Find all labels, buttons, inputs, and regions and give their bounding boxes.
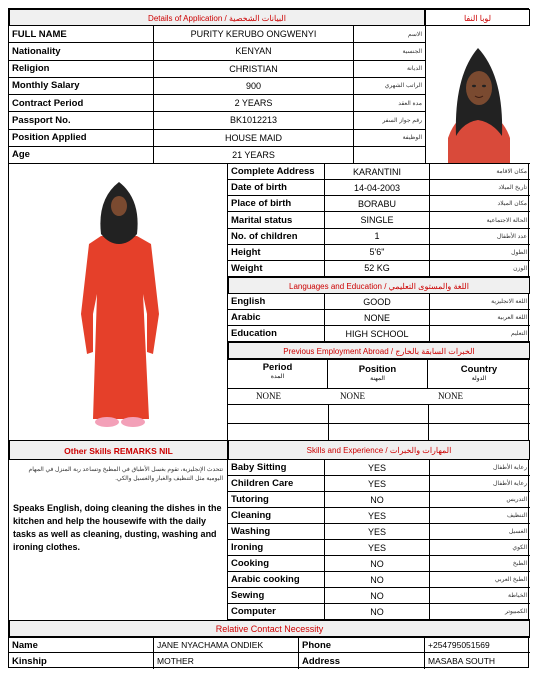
full-name-value: PURITY KERUBO ONGWENYI <box>154 26 354 42</box>
employment-header: Previous Employment Abroad / الخبرات السابقة بالخارج <box>228 342 530 359</box>
details-row <box>228 196 530 212</box>
position-applied-value: HOUSE MAID <box>154 130 354 146</box>
age-arabic-label <box>354 147 425 163</box>
ironing-arabic-label: الكوي <box>512 545 527 551</box>
arabic-cooking-label: Arabic cooking <box>228 572 325 587</box>
cleaning-label: Cleaning <box>228 508 325 523</box>
other-skills-box <box>9 460 228 620</box>
education-arabic-label: التعليم <box>511 331 527 337</box>
languages-row <box>228 326 530 342</box>
children-care-label: Children Care <box>228 476 325 491</box>
age-label: Age <box>9 147 154 163</box>
marital-status-value: SINGLE <box>325 212 430 227</box>
personal-row <box>9 112 425 129</box>
no-of-children-arabic-label: عدد الأطفال <box>496 233 527 240</box>
ironing-value: YES <box>325 540 430 555</box>
computer-value: NO <box>325 604 430 619</box>
period-header: Period <box>262 362 293 373</box>
headshot-photo <box>425 26 530 164</box>
skills-row <box>228 604 530 620</box>
passport-no-value: BK1012213 <box>154 112 354 128</box>
sewing-label: Sewing <box>228 588 325 603</box>
baby-sitting-label: Baby Sitting <box>228 460 325 475</box>
computer-label: Computer <box>228 604 325 619</box>
ironing-label: Ironing <box>228 540 325 555</box>
personal-row <box>9 130 425 147</box>
religion-arabic-label: الديانة <box>406 66 422 73</box>
nationality-arabic-label: الجنسية <box>402 48 422 55</box>
skills-row <box>228 492 530 508</box>
no-of-children-label: No. of children <box>228 229 325 244</box>
height-arabic-label: الطول <box>511 249 527 256</box>
passport-no-arabic-label: رقم جواز السفر <box>382 117 422 124</box>
washing-value: YES <box>325 524 430 539</box>
languages-header: Languages and Education / اللغة والمستوى التعليمي <box>228 277 530 294</box>
contact-header: Relative Contact Necessity <box>9 620 530 637</box>
nationality-label: Nationality <box>9 43 154 59</box>
details-row <box>228 261 530 277</box>
sewing-value: NO <box>325 588 430 603</box>
washing-arabic-label: الغسيل <box>508 529 527 535</box>
details-row <box>228 164 530 180</box>
other-skills-header: Other Skills REMARKS NIL <box>9 440 228 460</box>
age-value: 21 YEARS <box>154 147 354 163</box>
employment-table <box>228 359 530 440</box>
contact-phone-value: +254795051569 <box>428 640 490 650</box>
arabic-value: NONE <box>325 310 430 325</box>
tutoring-label: Tutoring <box>228 492 325 507</box>
education-label: Education <box>228 326 325 341</box>
personal-row <box>9 78 425 95</box>
position-header: Position <box>358 364 397 375</box>
date-of-birth-label: Date of birth <box>228 180 325 195</box>
place-of-birth-arabic-label: مكان الميلاد <box>497 201 527 208</box>
position-header-ar: المهنة <box>370 376 385 382</box>
personal-row <box>9 61 425 78</box>
monthly-salary-value: 900 <box>154 78 354 94</box>
other-skills-text: Speaks English, doing cleaning the dishes in the kitchen and help the housewife with the daily tasks as well as cleaning, dusting, washing and ironing clothes. <box>13 503 222 552</box>
position-applied-label: Position Applied <box>9 130 154 146</box>
computer-arabic-label: الكمبيوتر <box>505 609 527 615</box>
skills-row <box>228 476 530 492</box>
details-row <box>228 212 530 228</box>
monthly-salary-label: Monthly Salary <box>9 78 154 94</box>
skills-row <box>228 524 530 540</box>
weight-label: Weight <box>228 261 325 276</box>
baby-sitting-value: YES <box>325 460 430 475</box>
sewing-arabic-label: الخياطة <box>508 593 527 599</box>
arabic-cooking-arabic-label: الطبخ العربي <box>494 577 527 583</box>
baby-sitting-arabic-label: رعاية الأطفال <box>493 465 527 471</box>
personal-row <box>9 43 425 60</box>
cleaning-arabic-label: التنظيف <box>506 513 527 519</box>
contact-name-value: JANE NYACHAMA ONDIEK <box>154 638 299 652</box>
arabic-label: Arabic <box>228 310 325 325</box>
period-header-ar: المدة <box>270 374 285 380</box>
personal-row <box>9 95 425 112</box>
other-skills-arabic: تتحدث الإنجليزية، تقوم بغسل الأطباق في المطبخ وتساعد ربة المنزل في المهام اليومية مثل التنظيف والغبار والغسيل والكي. <box>28 467 223 482</box>
place-of-birth-value: BORABU <box>325 196 430 211</box>
english-value: GOOD <box>325 294 430 309</box>
personal-row <box>9 147 425 164</box>
height-value: 5'6" <box>325 245 430 260</box>
children-care-arabic-label: رعاية الأطفال <box>493 481 527 487</box>
place-of-birth-label: Place of birth <box>228 196 325 211</box>
skills-row <box>228 540 530 556</box>
tutoring-arabic-label: التدريس <box>506 497 527 503</box>
english-label: English <box>228 294 325 309</box>
period-value: NONE <box>256 391 281 401</box>
nationality-value: KENYAN <box>154 43 354 59</box>
contract-period-arabic-label: مدة العقد <box>398 100 422 107</box>
contact-kinship-label: Kinship <box>9 653 154 669</box>
skills-header: Skills and Experience / المهارات والخبرات <box>228 440 530 460</box>
contact-row-2 <box>9 653 530 669</box>
cooking-label: Cooking <box>228 556 325 571</box>
details-row <box>228 229 530 245</box>
personal-row <box>9 26 425 43</box>
contact-address-value: MASABA SOUTH <box>428 656 496 666</box>
contact-name-label: Name <box>9 638 154 652</box>
country-value: NONE <box>438 391 463 401</box>
contact-row-1 <box>9 637 530 653</box>
complete-address-arabic-label: مكان الاقامة <box>496 169 527 176</box>
full-name-label: FULL NAME <box>9 26 154 42</box>
date-of-birth-value: 14-04-2003 <box>325 180 430 195</box>
arabic-cooking-value: NO <box>325 572 430 587</box>
marital-status-label: Marital status <box>228 212 325 227</box>
complete-address-value: KARANTINI <box>325 164 430 179</box>
details-row <box>228 180 530 196</box>
country-header: Country <box>460 364 498 375</box>
education-value: HIGH SCHOOL <box>325 326 430 341</box>
languages-row <box>228 294 530 310</box>
details-header: Details of Application / البيانات الشخصية <box>9 9 425 26</box>
position-applied-arabic-label: الوظيفة <box>402 135 422 142</box>
tutoring-value: NO <box>325 492 430 507</box>
weight-value: 52 KG <box>325 261 430 276</box>
skills-row <box>228 460 530 476</box>
cleaning-value: YES <box>325 508 430 523</box>
contact-address-label: Address <box>299 653 425 669</box>
skills-row <box>228 572 530 588</box>
photo-label: لوبا النفا <box>425 9 530 26</box>
weight-arabic-label: الوزن <box>513 265 527 272</box>
languages-row <box>228 310 530 326</box>
cooking-value: NO <box>325 556 430 571</box>
no-of-children-value: 1 <box>325 229 430 244</box>
contact-phone-label: Phone <box>299 638 425 652</box>
position-value: NONE <box>340 391 365 401</box>
country-header-ar: الدولة <box>471 376 487 382</box>
cooking-arabic-label: الطبخ <box>512 561 527 567</box>
complete-address-label: Complete Address <box>228 164 325 179</box>
height-label: Height <box>228 245 325 260</box>
religion-value: CHRISTIAN <box>154 61 354 77</box>
arabic-arabic-label: اللغة العربية <box>497 315 527 321</box>
contract-period-label: Contract Period <box>9 95 154 111</box>
details-row <box>228 245 530 261</box>
washing-label: Washing <box>228 524 325 539</box>
children-care-value: YES <box>325 476 430 491</box>
skills-row <box>228 508 530 524</box>
full-body-photo <box>9 164 228 440</box>
contract-period-value: 2 YEARS <box>154 95 354 111</box>
skills-row <box>228 588 530 604</box>
religion-label: Religion <box>9 61 154 77</box>
marital-status-arabic-label: الحالة الاجتماعية <box>486 217 527 224</box>
full-name-arabic-label: الاسم <box>407 31 422 38</box>
date-of-birth-arabic-label: تاريخ الميلاد <box>498 185 527 192</box>
passport-no-label: Passport No. <box>9 112 154 128</box>
english-arabic-label: اللغة الانجليزية <box>491 299 527 305</box>
application-form <box>8 8 529 668</box>
contact-kinship-value: MOTHER <box>154 653 299 669</box>
monthly-salary-arabic-label: الراتب الشهري <box>384 83 422 90</box>
skills-row <box>228 556 530 572</box>
